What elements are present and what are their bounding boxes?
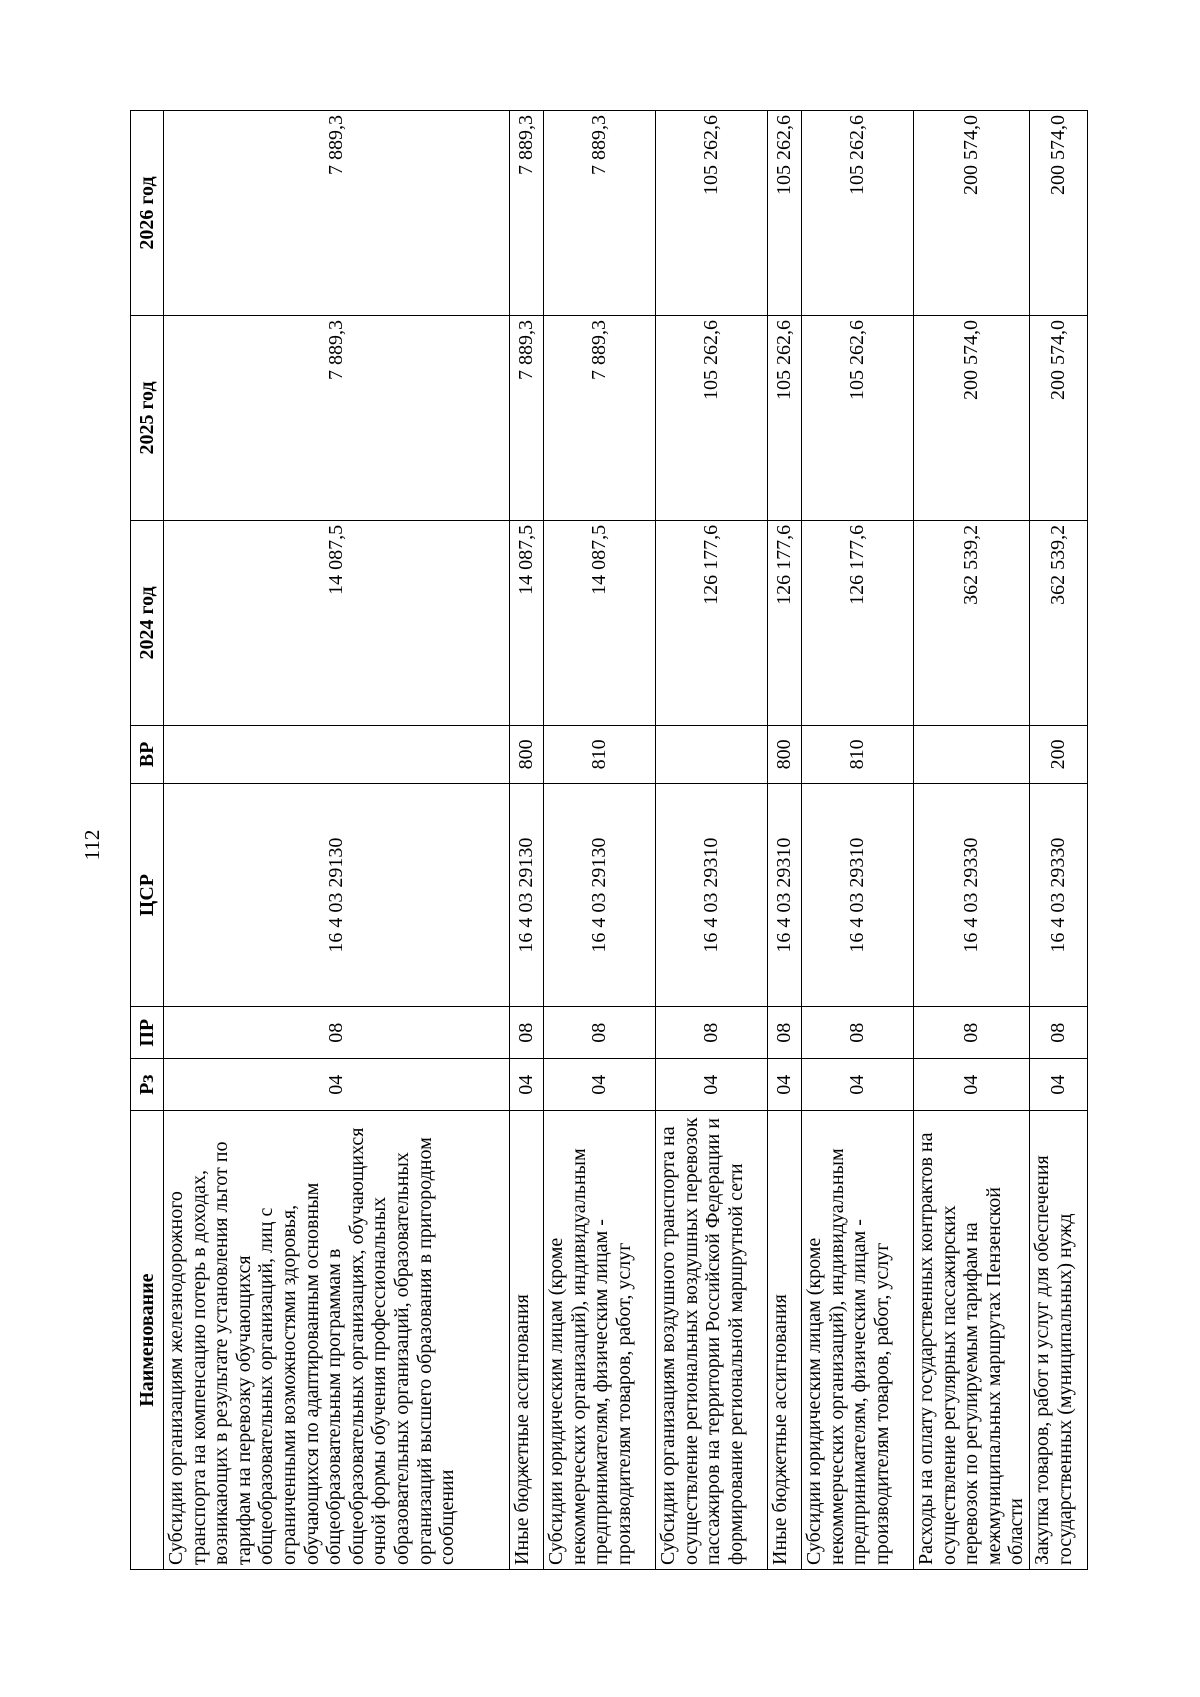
row-2025: 105 262,6 [656,316,768,521]
row-pr: 08 [544,1007,656,1059]
row-vr [164,725,510,783]
row-csr: 16 4 03 29130 [544,783,656,1006]
row-rz: 04 [510,1059,544,1111]
row-vr: 200 [1029,725,1087,783]
header-2025: 2025 год [131,316,164,521]
row-2024: 14 087,5 [164,520,510,725]
table-row [768,111,802,1570]
row-2025: 200 574,0 [914,316,1030,521]
header-rz: Рз [131,1059,164,1111]
row-rz: 04 [914,1059,1030,1111]
row-2024: 126 177,6 [802,520,914,725]
row-2024: 14 087,5 [544,520,656,725]
row-pr: 08 [768,1007,802,1059]
row-2026: 7 889,3 [544,111,656,316]
row-vr: 810 [544,725,656,783]
row-csr: 16 4 03 29330 [914,783,1030,1006]
row-2025: 200 574,0 [1029,316,1087,521]
row-2025: 7 889,3 [544,316,656,521]
table-row [544,111,656,1570]
row-2024: 362 539,2 [1029,520,1087,725]
row-rz: 04 [802,1059,914,1111]
row-2026: 105 262,6 [802,111,914,316]
row-pr: 08 [164,1007,510,1059]
row-rz: 04 [164,1059,510,1111]
row-rz: 04 [1029,1059,1087,1111]
row-vr [656,725,768,783]
header-vr: ВР [131,725,164,783]
header-2024: 2024 год [131,520,164,725]
row-csr: 16 4 03 29130 [164,783,510,1006]
row-pr: 08 [656,1007,768,1059]
row-csr: 16 4 03 29130 [510,783,544,1006]
budget-table [130,110,1088,1570]
row-2026: 105 262,6 [768,111,802,316]
table-header-row [131,111,164,1570]
row-csr: 16 4 03 29310 [802,783,914,1006]
table-row [802,111,914,1570]
table-row [656,111,768,1570]
row-vr [914,725,1030,783]
row-2025: 105 262,6 [802,316,914,521]
row-name: Субсидии организациям воздушного транспорта на осуществление региональных воздушных перевозок пассажиров на территории Российской Федерации и формирование региональной маршрутной сети [656,1111,768,1570]
rotated-table-container [130,110,1076,1570]
row-2024: 126 177,6 [656,520,768,725]
row-name: Расходы на оплату государственных контрактов на осуществление регулярных пассажирских перевозок по регулируемым тарифам на межмуниципальных маршрутах Пензенской области [914,1111,1030,1570]
row-name: Закупка товаров, работ и услуг для обеспечения государственных (муниципальных) нужд [1029,1111,1087,1570]
row-vr: 800 [768,725,802,783]
row-2025: 7 889,3 [164,316,510,521]
row-name: Иные бюджетные ассигнования [768,1111,802,1570]
row-2026: 200 574,0 [1029,111,1087,316]
table-row [510,111,544,1570]
row-name: Иные бюджетные ассигнования [510,1111,544,1570]
row-csr: 16 4 03 29310 [768,783,802,1006]
row-2025: 7 889,3 [510,316,544,521]
page-number: 112 [80,829,104,861]
row-pr: 08 [802,1007,914,1059]
header-csr: ЦСР [131,783,164,1006]
row-2026: 200 574,0 [914,111,1030,316]
table-row [164,111,510,1570]
row-vr: 810 [802,725,914,783]
header-name: Наименование [131,1111,164,1570]
row-rz: 04 [768,1059,802,1111]
row-2025: 105 262,6 [768,316,802,521]
row-csr: 16 4 03 29330 [1029,783,1087,1006]
table-row [914,111,1030,1570]
header-2026: 2026 год [131,111,164,316]
row-name: Субсидии юридическим лицам (кроме некоммерческих организаций), индивидуальным предпринимателям, физическим лицам - производителям товаров, работ, услуг [544,1111,656,1570]
row-pr: 08 [1029,1007,1087,1059]
row-vr: 800 [510,725,544,783]
row-rz: 04 [656,1059,768,1111]
header-pr: ПР [131,1007,164,1059]
table-row [1029,111,1087,1570]
row-2026: 7 889,3 [164,111,510,316]
row-2024: 126 177,6 [768,520,802,725]
row-2024: 362 539,2 [914,520,1030,725]
row-2026: 105 262,6 [656,111,768,316]
row-pr: 08 [914,1007,1030,1059]
row-2026: 7 889,3 [510,111,544,316]
row-name: Субсидии организациям железнодорожного транспорта на компенсацию потерь в доходах, возникающих в результате установления льгот по тарифам на перевозку обучающихся общеобразовательных организаций, лиц с ограниченными возможностями здоровья, обучающихся по адаптированным основным общеобразовательным программам в общеобразовательных организациях, обучающихся очной формы обучения профессиональных образовательных организаций, образовательных организаций высшего образования в пригородном сообщении [164,1111,510,1570]
row-rz: 04 [544,1059,656,1111]
row-pr: 08 [510,1007,544,1059]
row-name: Субсидии юридическим лицам (кроме некоммерческих организаций), индивидуальным предпринимателям, физическим лицам - производителям товаров, работ, услуг [802,1111,914,1570]
row-2024: 14 087,5 [510,520,544,725]
row-csr: 16 4 03 29310 [656,783,768,1006]
